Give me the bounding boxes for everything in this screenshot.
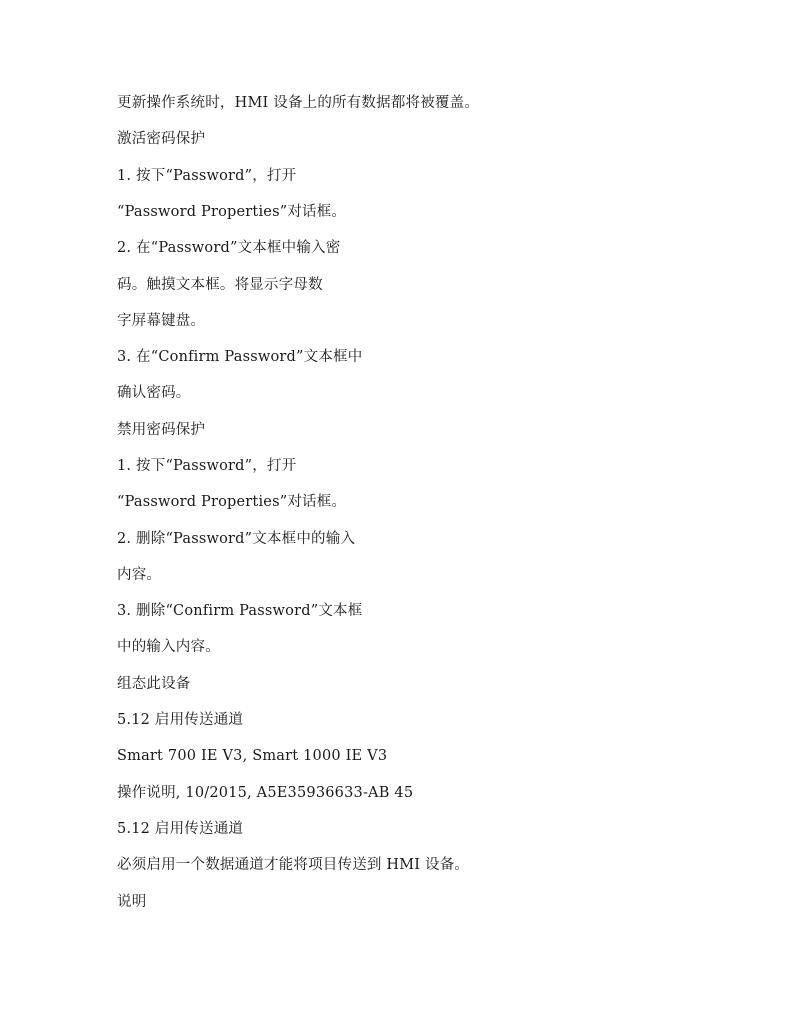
- section-heading: 5.12 启用传送通道: [117, 821, 244, 837]
- text-line: 确认密码。: [117, 385, 191, 401]
- text-line: 码。触摸文本框。将显示字母数: [117, 277, 323, 293]
- footer-manual-info: 操作说明, 10/2015, A5E35936633-AB 45: [117, 785, 414, 801]
- text-line: “Password Properties”对话框。: [117, 494, 347, 510]
- section-label: 组态此设备: [117, 676, 191, 692]
- text-line: 1. 按下“Password”，打开: [117, 458, 297, 474]
- text-line-os-update-warning: 更新操作系统时，HMI 设备上的所有数据都将被覆盖。: [117, 95, 480, 111]
- text-line: 3. 在“Confirm Password”文本框中: [117, 349, 363, 365]
- section-heading: 5.12 启用传送通道: [117, 712, 244, 728]
- text-line: 字屏幕键盘。: [117, 313, 206, 329]
- text-line: 必须启用一个数据通道才能将项目传送到 HMI 设备。: [117, 857, 470, 873]
- text-line: 3. 删除“Confirm Password”文本框: [117, 603, 363, 619]
- heading-enable-password: 激活密码保护: [117, 131, 206, 147]
- heading-disable-password: 禁用密码保护: [117, 422, 206, 438]
- note-label: 说明: [117, 894, 147, 910]
- text-line: 2. 在“Password”文本框中输入密: [117, 240, 341, 256]
- text-line: 1. 按下“Password”，打开: [117, 168, 297, 184]
- text-line: “Password Properties”对话框。: [117, 204, 347, 220]
- footer-product-line: Smart 700 IE V3, Smart 1000 IE V3: [117, 748, 388, 764]
- text-line: 2. 删除“Password”文本框中的输入: [117, 531, 356, 547]
- text-line: 中的输入内容。: [117, 639, 220, 655]
- text-line: 内容。: [117, 567, 162, 583]
